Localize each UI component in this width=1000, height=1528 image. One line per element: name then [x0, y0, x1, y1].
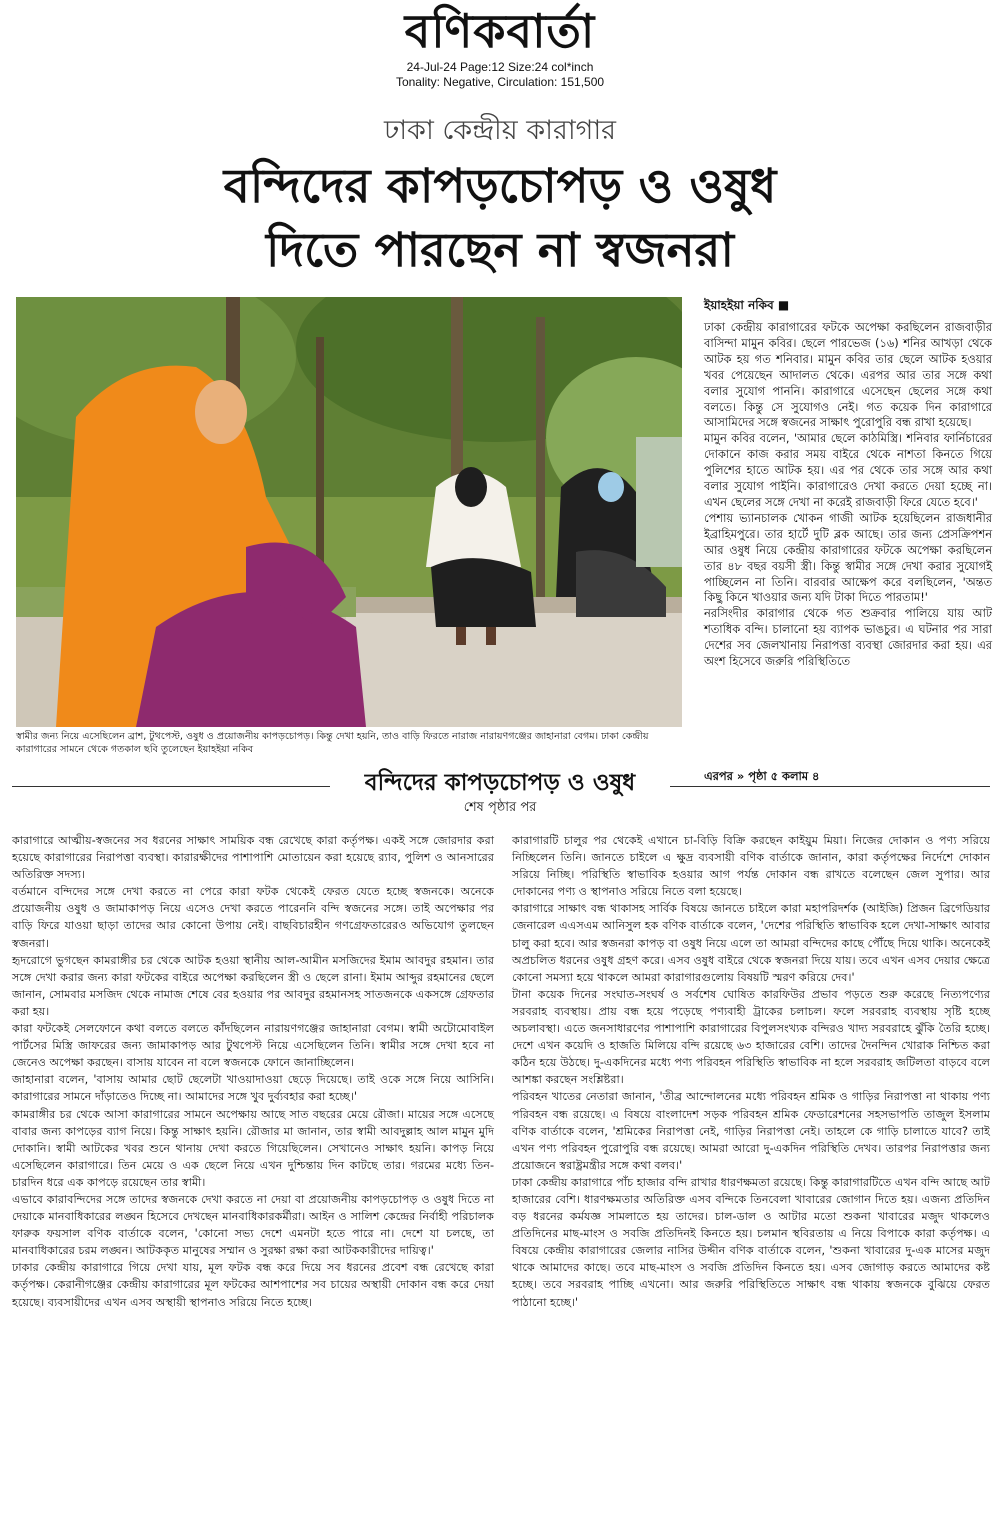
photo-caption: স্বামীর জন্য নিয়ে এসেছিলেন ব্রাশ, টুথপেস্ট, ওষুধ ও প্রয়োজনীয় কাপড়চোপড়। কিন্তু দেখা হয়নি, তাও বাড়ি ফিরতে নারাজ নারায়ণগঞ্জের জাহানারা বেগম। ঢাকা কেন্দ্রীয় কারাগারের সামনে থেকে গতকাল ছবি তুলেছেন ইয়াহইয়া নকিব: [16, 731, 649, 755]
lead-paragraph: নরসিংদীর কারাগার থেকে গত শুক্রবার পালিয়ে যায় আট শতাধিক বন্দি। চালানো হয় ব্যাপক ভাঙচুর। এ ঘটনার পর সারা দেশের সব জেলখানায় নিরাপত্তা ব্যবস্থা জোরদার করা হয়। এর অংশ হিসেবে জরুরি পরিস্থিতিতে: [704, 606, 992, 669]
byline-square-icon: ■: [777, 298, 790, 312]
news-photo: [16, 297, 682, 727]
column-paragraph: কারা ফটকেই সেলফোনে কথা বলতে বলতে কাঁদছিলেন নারায়ণগঞ্জের জাহানারা বেগম। স্বামী অটোমোবাইল পার্টসের মিস্ত্রি জাফরের জন্য জামাকাপড় আর টুথপেস্ট নিয়ে এসেছিলেন তিনি। স্বামীর সঙ্গে দেখা হবে না জেনেও অপেক্ষা করছেন। বাসায় যাবেন না বলে স্বজনকে ফোনে জানাচ্ছিলেন।: [12, 1022, 494, 1070]
column-paragraph: হৃদরোগে ভুগছেন কামরাঙ্গীর চর থেকে আটক হওয়া স্থানীয় আল-আমীন মসজিদের ইমাম আবদুর রহমান। তার সঙ্গে দেখা করার জন্য কারা ফটকের বাইরে অপেক্ষা করছিলেন স্ত্রী ও ছেলে রানা। ইমাম আব্দুর রহমানের ছেলে জানান, সোমবার মসজিদ থেকে নামাজ শেষে বের হওয়ার পর আবদুর রহমানসহ সাতজনকে একসঙ্গে গ্রেফতার করা হয়।: [12, 953, 494, 1018]
column-paragraph: ঢাকার কেন্দ্রীয় কারাগারে গিয়ে দেখা যায়, মূল ফটক বন্ধ করে দিয়ে সব ধরনের প্রবেশ বন্ধ রেখেছে কারা কর্তৃপক্ষ। কেরানীগঞ্জের কেন্দ্রীয় কারাগারের মূল ফটকের আশপাশের সব চায়ের অস্থায়ী দোকান বন্ধ করে দেয়া হয়েছে। ব্যবসায়ীদের এখন এসব অস্থায়ী স্থাপনাও সরিয়ে নিতে হচ্ছে।: [12, 1261, 494, 1309]
headline-line-2: দিতে পারছেন না স্বজনরা: [265, 223, 735, 278]
lead-paragraph: ঢাকা কেন্দ্রীয় কারাগারের ফটকে অপেক্ষা করছিলেন রাজবাড়ীর বাসিন্দা মামুন কবির। ছেলে পারভেজ (১৬) শনির আখড়া থেকে আটক হয় গত শনিবার। মামুন কবির তার ছেলে আটক হওয়ার খবর পেয়েছেন আদালত থেকে। এরপর আর তার সঙ্গে কথা বলার সুযোগ পাননি। কারাগারে এসেছেন ছেলের সঙ্গে কথা বলতে। কিন্তু সে সুযোগও নেই। গত কয়েক দিন কারাগারে আসামিদের সঙ্গে স্বজনের সাক্ষাৎ পুরোপুরি বন্ধ রাখা হয়েছে।: [704, 320, 992, 430]
column-paragraph: ঢাকা কেন্দ্রীয় কারাগারে পাঁচ হাজার বন্দি রাখার ধারণক্ষমতা রয়েছে। কিন্তু কারাগারটিতে এখন বন্দি আছে আট হাজারের বেশি। ধারণক্ষমতার অতিরিক্ত এসব বন্দিকে তিনবেলা খাবারের জোগান দিতে হয়। এজন্য প্রতিদিন বড় ধরনের কর্মযজ্ঞ সামলাতে হয় তাদের। চাল-ডাল ও আটার মতো শুকনা খাবারের মজুদ থাকলেও প্রতিদিনের মাছ-মাংস ও সবজি প্রতিদিনই কিনতে হয়। চলমান স্থবিরতায় এ নিয়ে বিপাকে কারা কর্তৃপক্ষ। এ বিষয়ে কেন্দ্রীয় কারাগারের জেলার নাসির উদ্দীন বণিক বার্তাকে বলেন, 'শুকনা খাবারের দু-এক মাসের মজুদ থাকে আমাদের কাছে। তবে মাছ-মাংস ও সবজি প্রতিদিন কিনতে হয়। এসব জোগাড় করতে আমাদের কষ্ট হচ্ছে। তবে সরবরাহ পাচ্ছি এখনো। আর জরুরি পরিস্থিতিতে সাক্ষাৎ বন্ধ থাকায় স্বজনকে বুঝিয়ে ফেরত পাঠানো হচ্ছে।': [512, 1175, 990, 1309]
column-paragraph: টানা কয়েক দিনের সংঘাত-সংঘর্ষ ও সর্বশেষ ঘোষিত কারফিউর প্রভাব পড়তে শুরু করেছে নিত্যপণ্যের সরবরাহ ব্যবস্থায়। প্রায় বন্ধ হয়ে পড়েছে পণ্যবাহী ট্রাকের চলাচল। ফলে সরবরাহ ব্যবস্থায় সৃষ্টি হচ্ছে অচলাবস্থা। এতে জনসাধারণের পাশাপাশি কারাগারের বিপুলসংখ্যক বন্দিরও খাদ্য সরবরাহে ঝুঁকি তৈরি হচ্ছে। দেশে এখন কয়েদি ও হাজতি মিলিয়ে বন্দি রয়েছে ৬৩ হাজারের বেশি। তাদের দৈনন্দিন খোরাক নিশ্চিত করা কঠিন হয়ে উঠছে। দু-একদিনের মধ্যে পণ্য পরিবহন পরিস্থিতি স্বাভাবিক না হলে সরবরাহ জটিলতা বাড়বে বলে আশঙ্কা করছেন সংশ্লিষ্টরা।: [512, 987, 990, 1087]
lead-paragraph: পেশায় ভ্যানচালক খোকন গাজী আটক হয়েছিলেন রাজধানীর ইব্রাহিমপুরে। তার হার্টে দুটি ব্লক আছে। তার জন্য প্রেসক্রিপশন আর ওষুধ নিয়ে কেন্দ্রীয় কারাগারের ফটকে অপেক্ষা করছিলেন তার ৪৮ বছর বয়সী স্ত্রী। কিন্তু স্বামীর সঙ্গে দেখা করার সুযোগই পাচ্ছিলেন না তিনি। বারবার আক্ষেপ করে বলছিলেন, 'অন্তত কিছু কিনে খাওয়ার জন্য যদি টাকা দিতে পারতাম!': [704, 510, 992, 605]
clipping-meta-line-2: Tonality: Negative, Circulation: 151,500: [395, 75, 605, 89]
column-paragraph: কামরাঙ্গীর চর থেকে আসা কারাগারের সামনে অপেক্ষায় আছে সাত বছরের মেয়ে রৌজা। মায়ের সঙ্গে এসেছে বাবার জন্য কাপড়ের ব্যাগ নিয়ে। কিন্তু সাক্ষাৎ হয়নি। রৌজার মা জানান, তার স্বামী আবদুল্লাহ আল মামুন মুদি দোকানি। স্বামী আটকের খবর শুনে থানায় দেখা করতে গিয়েছিলেন। সেখানেও সাক্ষাৎ হয়নি। কাপড় নিয়ে এসেছিলেন কারাগারে। তিন মেয়ে ও এক ছেলে নিয়ে এখন দুশ্চিন্তায় দিন কাটছে তার। গরমের মধ্যে তিন-চারদিন ধরে এক কাপড়ে রয়েছেন তার স্বামী।: [12, 1107, 494, 1189]
newspaper-masthead: বণিকবার্তা: [404, 4, 596, 58]
continuation-column-1: [12, 832, 494, 1311]
column-paragraph: পরিবহন খাতের নেতারা জানান, 'তীব্র আন্দোলনের মধ্যে পরিবহন শ্রমিক ও গাড়ির নিরাপত্তা না থাকায় পণ্য পরিবহন বন্ধ রয়েছে। এ বিষয়ে বাংলাদেশ সড়ক পরিবহন শ্রমিক ফেডারেশনের সহসভাপতি তাজুল ইসলাম বণিক বার্তাকে বলেন, 'শ্রমিকের নিরাপত্তা নেই, গাড়ির নিরাপত্তা নেই। তাহলে কে গাড়ি চালাতে যাবে? তাই এখন পণ্য পরিবহন পুরোপুরি বন্ধ রয়েছে। আমরা আরো দু-একদিন পরিস্থিতি দেখব। তারপর নিরাপত্তার জন্য প্রয়োজনে স্বরাষ্ট্রমন্ত্রীর সঙ্গে কথা বলব।': [512, 1090, 990, 1172]
continuation-subtitle: শেষ পৃষ্ঠার পর: [463, 800, 537, 815]
byline-author: ইয়াহইয়া নকিব: [704, 298, 774, 312]
column-paragraph: কারাগারটি চালুর পর থেকেই এখানে চা-বিড়ি বিক্রি করছেন কাইয়ুম মিয়া। নিজের দোকান ও পণ্য সরিয়ে নিচ্ছিলেন তিনি। জানতে চাইলে এ ক্ষুদ্র ব্যবসায়ী বণিক বার্তাকে জানান, কারা কর্তৃপক্ষের নির্দেশে দোকান সরিয়ে নিচ্ছি। পরিস্থিতি স্বাভাবিক হওয়ার আগ পর্যন্ত দোকান বন্ধ রাখতে বলেছেন জেল সুপার। আর দোকানের পণ্য ও স্থাপনাও সরিয়ে নিতে বলা হয়েছে।: [512, 834, 990, 899]
lead-story-text: [704, 320, 992, 670]
column-paragraph: বর্তমানে বন্দিদের সঙ্গে দেখা করতে না পেরে কারা ফটক থেকেই ফেরত যেতে হচ্ছে স্বজনকে। অনেকে প্রয়োজনীয় ওষুধ ও জামাকাপড় নিয়ে এসেও দেখা করতে পারেননি বন্দি স্বজনের সঙ্গে। তাই অপেক্ষার পর বাড়ি ফিরে যাওয়া ছাড়া তাদের আর কোনো উপায় নেই। বাছবিচারহীন গণগ্রেফতারেরও অভিযোগ তুলছেন স্বজনরা।: [12, 885, 494, 950]
column-paragraph: জাহানারা বলেন, 'বাসায় আমার ছোট ছেলেটা খাওয়াদাওয়া ছেড়ে দিয়েছে। তাই ওকে সঙ্গে নিয়ে আসিনি। কারাগারের সামনে দাঁড়াতেও দিচ্ছে না। আমাদের সঙ্গে খুব দুর্ব্যবহার করা হচ্ছে।': [12, 1073, 494, 1104]
continued-jump-line: এরপর » পৃষ্ঠা ৫ কলাম ৪: [704, 769, 820, 783]
column-paragraph: কারাগারে সাক্ষাৎ বন্ধ থাকাসহ সার্বিক বিষয়ে জানতে চাইলে কারা মহাপরিদর্শক (আইজি) প্রিজন ব্রিগেডিয়ার জেনারেল এএসএম আনিসুল হক বণিক বার্তাকে বলেন, 'দেশের পরিস্থিতি স্বাভাবিক হলে দেখা-সাক্ষাৎ আবার চালু করা হবে। আর স্বজনরা কাপড় বা ওষুধ নিয়ে এলে তা আমরা বন্দিদের কাছে পৌঁছে দিয়ে থাকি। অনেকেই অপ্রচলিত ধরনের ওষুধ গ্রহণ করে। এসব ওষুধ বাইরে থেকে স্বজনরা দিয়ে যায়। তবে এখন এসব দেয়ার ক্ষেত্রে কোনো সমস্যা হয়ে থাকলে আমরা কারাগারগুলোয় বিষয়টি স্মরণ করিয়ে দেব।': [512, 902, 990, 984]
article-kicker: ঢাকা কেন্দ্রীয় কারাগার: [383, 115, 617, 146]
continuation-title: বন্দিদের কাপড়চোপড় ও ওষুধ: [364, 770, 636, 796]
clipping-meta-line-1: 24-Jul-24 Page:12 Size:24 col*inch: [406, 60, 594, 74]
column-paragraph: এভাবে কারাবন্দিদের সঙ্গে তাদের স্বজনকে দেখা করতে না দেয়া বা প্রয়োজনীয় কাপড়চোপড় ও ওষুধ দিতে না দেয়াকে মানবাধিকারের লঙ্ঘন হিসেবে দেখছেন মানবাধিকারকর্মীরা। আইন ও সালিশ কেন্দ্রের নির্বাহী পরিচালক ফারুক ফয়সাল বণিক বার্তাকে বলেন, 'কোনো সভ্য দেশে এমনটা হতে পারে না। দেশে যা চলছে, তা মানবাধিকারের চরম লঙ্ঘন। আটককৃত মানুষের সম্মান ও সুরক্ষা রক্ষা করা আটককারীদের দায়িত্ব।': [12, 1192, 494, 1258]
column-paragraph: কারাগারে আত্মীয়-স্বজনের সব ধরনের সাক্ষাৎ সাময়িক বন্ধ রেখেছে কারা কর্তৃপক্ষ। একই সঙ্গে জোরদার করা হয়েছে কারাগারের নিরাপত্তা ব্যবস্থা। কারারক্ষীদের পাশাপাশি মোতায়েন করা হয়েছে র‍্যাব, পুলিশ ও আনসারের অতিরিক্ত সদস্য।: [12, 834, 494, 882]
photo-illustration: [16, 297, 682, 727]
headline-line-1: বন্দিদের কাপড়চোপড় ও ওষুধ: [223, 159, 777, 214]
continuation-column-2: [512, 832, 990, 1311]
lead-paragraph: মামুন কবির বলেন, 'আমার ছেলে কাঠমিস্ত্রি। শনিবার ফার্নিচারের দোকানে কাজ করার সময় বাইরে থেকে নাশতা কিনতে গিয়ে পুলিশের হাতে আটক হয়। এর পর থেকে তার সঙ্গে আর কথা বলার সুযোগ পাইনি। কারাগারেও দেখা করতে দেয়া হচ্ছে না। এখন ছেলের সঙ্গে দেখা না করেই রাজবাড়ী ফিরে যেতে হবে।': [704, 431, 992, 509]
byline: [704, 297, 994, 313]
